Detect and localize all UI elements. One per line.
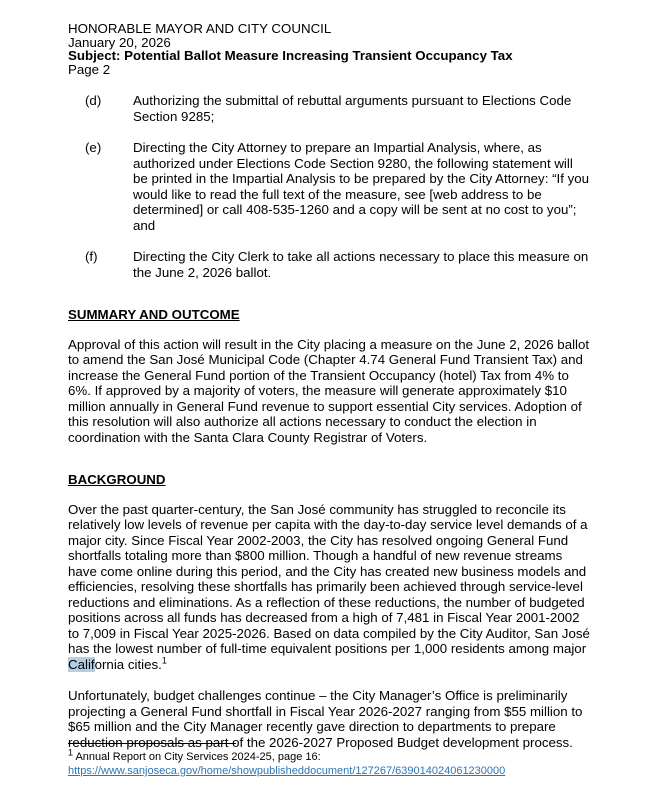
header-page-number: Page 2 [68, 61, 111, 77]
background-paragraph-2: Unfortunately, budget challenges continue – the City Manager’s Office is preliminarily projecting a General Fund shortfall in Fiscal Year 2026-2027 ranging from $55 million to $65 million and the City Manager recently gave direction to departments to prepare reduction proposals as part of the 2026-2027 Proposed Budget development process. [68, 688, 583, 750]
action-item-f [68, 249, 593, 280]
footnote [68, 747, 593, 778]
selected-text-highlight: Calif [68, 656, 95, 672]
action-item-d-text: Authorizing the submittal of rebuttal arguments pursuant to Elections Code Section 9285; [133, 93, 572, 124]
background-paragraph-1 [68, 502, 593, 673]
action-item-d [68, 93, 593, 124]
footnote-citation [68, 747, 593, 764]
action-item-list [68, 93, 593, 280]
document-header [68, 22, 593, 76]
action-item-e-label: (e) [85, 140, 102, 155]
action-item-f-text: Directing the City Clerk to take all actions necessary to place this measure on the June 2, 2026 ballot. [133, 249, 589, 280]
header-date: January 20, 2026 [68, 34, 171, 50]
background-section-heading: BACKGROUND [68, 472, 166, 487]
header-recipient: HONORABLE MAYOR AND CITY COUNCIL [68, 21, 332, 36]
action-item-f-label: (f) [85, 249, 98, 264]
footnote-text: Annual Report on City Services 2024-25, page 16: [73, 751, 321, 763]
background-paragraph-1-text: Over the past quarter-century, the San José community has struggled to reconcile its relatively low levels of revenue per capita with the day-to-day service level demands of a major city. Since Fiscal Year 2002-2003, the City has resolved ongoing General Fund shortfalls totaling more than $800 million. Though a handful of new revenue streams have come online during this period, and the City has created new business models and efficiencies, resolving these shortfalls has primarily been achieved through service-level reductions and eliminations. As a reflection of these reductions, the number of budgeted positions across all funds has decreased from a high of 7,481 in Fiscal Year 2001-2002 to 7,009 in Fiscal Year 2025-2026. Based on data compiled by the City Auditor, San José has the lowest number of full-time equivalent positions per 1,000 residents among major [68, 501, 590, 656]
footnote-number: 1 [68, 747, 74, 758]
action-item-d-label: (d) [85, 93, 102, 108]
footnote-link-line [68, 764, 593, 778]
summary-section-heading: SUMMARY AND OUTCOME [68, 307, 240, 322]
action-item-e [68, 140, 593, 233]
footnote-area [68, 743, 593, 778]
footnote-separator-line [68, 743, 236, 744]
footnote-reference-marker: 1 [161, 655, 167, 666]
summary-paragraph: Approval of this action will result in the City placing a measure on the June 2, 2026 ballot to amend the San José Municipal Code (Chapter 4.74 General Fund Transient Tax) and increase the General Fund portion of the Transient Occupancy (hotel) Tax from 4% to 6%. If approved by a majority of voters, the measure will generate approximately $10 million annually in General Fund revenue to support essential City services. Adoption of this resolution will also authorize all actions necessary to conduct the election in coordination with the Santa Clara County Registrar of Voters. [68, 336, 590, 445]
background-paragraph-1-text-after: ornia cities. [94, 656, 162, 672]
header-subject: Subject: Potential Ballot Measure Increasing Transient Occupancy Tax [68, 48, 513, 63]
action-item-e-text: Directing the City Attorney to prepare an Impartial Analysis, where, as authorized under Elections Code Section 9280, the following statement will be printed in the Impartial Analysis to be prepared by the City Attorney: “If you would like to read the full text of the measure, see [web address to be determined] or call 408-535-1260 and a copy will be sent at no cost to you”; and [133, 140, 590, 233]
footnote-hyperlink[interactable]: https://www.sanjoseca.gov/home/showpublisheddocument/127267/639014024061230000 [68, 765, 506, 777]
